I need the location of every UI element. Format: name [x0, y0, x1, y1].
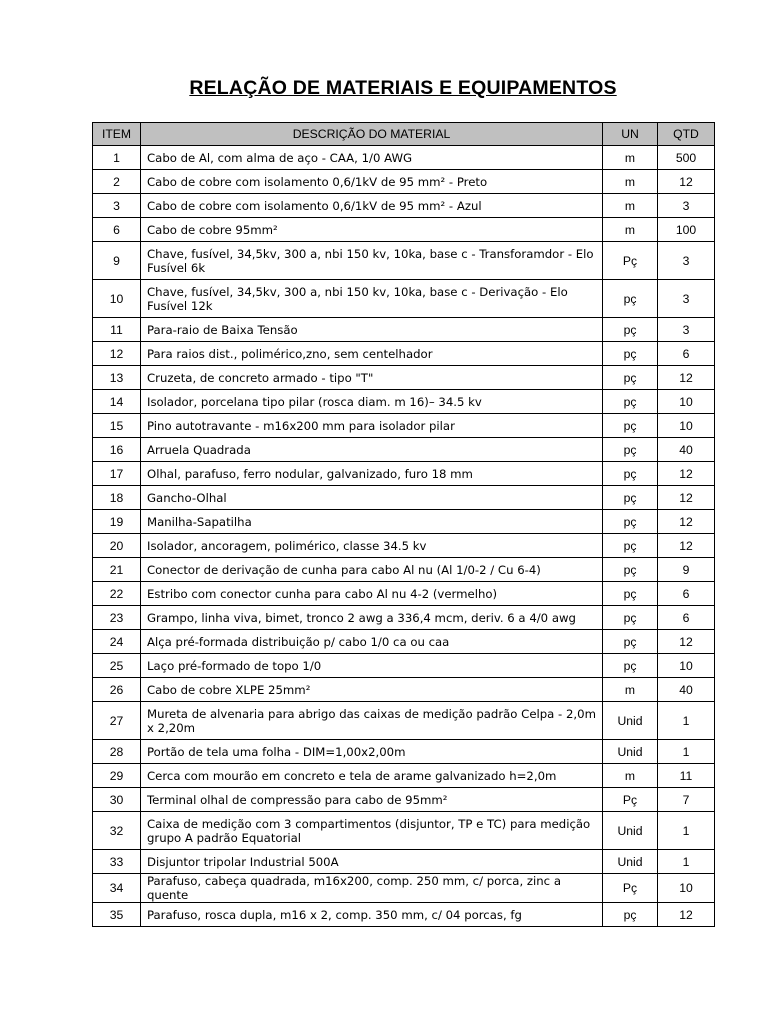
quantity-cell: 1 — [658, 702, 715, 740]
table-row — [93, 342, 715, 366]
description-cell: Caixa de medição com 3 compartimentos (disjuntor, TP e TC) para medição grupo A padrão Equatorial — [141, 812, 603, 850]
quantity-cell: 1 — [658, 850, 715, 874]
table-row — [93, 558, 715, 582]
unit-cell: pç — [603, 630, 658, 654]
unit-cell: pç — [603, 462, 658, 486]
quantity-cell: 3 — [658, 280, 715, 318]
quantity-cell: 3 — [658, 194, 715, 218]
item-cell: 11 — [93, 318, 141, 342]
quantity-cell: 1 — [658, 812, 715, 850]
unit-cell: pç — [603, 903, 658, 927]
table-row — [93, 764, 715, 788]
table-row — [93, 702, 715, 740]
quantity-cell: 3 — [658, 242, 715, 280]
unit-cell: Unid — [603, 812, 658, 850]
description-cell: Parafuso, rosca dupla, m16 x 2, comp. 350 mm, c/ 04 porcas, fg — [141, 903, 603, 927]
description-cell: Chave, fusível, 34,5kv, 300 a, nbi 150 kv, 10ka, base c - Derivação - Elo Fusível 12k — [141, 280, 603, 318]
description-cell: Parafuso, cabeça quadrada, m16x200, comp. 250 mm, c/ porca, zinc a quente — [141, 874, 603, 903]
description-cell: Grampo, linha viva, bimet, tronco 2 awg a 336,4 mcm, deriv. 6 a 4/0 awg — [141, 606, 603, 630]
quantity-cell: 40 — [658, 438, 715, 462]
item-cell: 1 — [93, 146, 141, 170]
table-row — [93, 366, 715, 390]
description-cell: Cerca com mourão em concreto e tela de arame galvanizado h=2,0m — [141, 764, 603, 788]
table-row — [93, 606, 715, 630]
item-cell: 25 — [93, 654, 141, 678]
item-cell: 9 — [93, 242, 141, 280]
unit-cell: pç — [603, 280, 658, 318]
unit-cell: Pç — [603, 788, 658, 812]
item-cell: 2 — [93, 170, 141, 194]
quantity-cell: 6 — [658, 342, 715, 366]
table-row — [93, 218, 715, 242]
item-cell: 13 — [93, 366, 141, 390]
table-row — [93, 654, 715, 678]
description-cell: Pino autotravante - m16x200 mm para isolador pilar — [141, 414, 603, 438]
unit-cell: m — [603, 194, 658, 218]
table-row — [93, 414, 715, 438]
quantity-cell: 12 — [658, 170, 715, 194]
quantity-cell: 1 — [658, 740, 715, 764]
quantity-cell: 12 — [658, 534, 715, 558]
table-row — [93, 242, 715, 280]
unit-cell: m — [603, 218, 658, 242]
quantity-cell: 12 — [658, 486, 715, 510]
quantity-cell: 7 — [658, 788, 715, 812]
description-cell: Terminal olhal de compressão para cabo de 95mm² — [141, 788, 603, 812]
table-row — [93, 486, 715, 510]
item-cell: 17 — [93, 462, 141, 486]
description-cell: Isolador, ancoragem, polimérico, classe 34.5 kv — [141, 534, 603, 558]
table-row — [93, 534, 715, 558]
header-quantity: QTD — [658, 123, 715, 146]
unit-cell: pç — [603, 318, 658, 342]
description-cell: Manilha-Sapatilha — [141, 510, 603, 534]
header-item: ITEM — [93, 123, 141, 146]
header-unit: UN — [603, 123, 658, 146]
item-cell: 30 — [93, 788, 141, 812]
description-cell: Cabo de cobre com isolamento 0,6/1kV de 95 mm² - Azul — [141, 194, 603, 218]
description-cell: Mureta de alvenaria para abrigo das caixas de medição padrão Celpa - 2,0m x 2,20m — [141, 702, 603, 740]
description-cell: Cabo de cobre 95mm² — [141, 218, 603, 242]
unit-cell: pç — [603, 414, 658, 438]
item-cell: 14 — [93, 390, 141, 414]
item-cell: 19 — [93, 510, 141, 534]
table-row — [93, 194, 715, 218]
item-cell: 35 — [93, 903, 141, 927]
table-row — [93, 510, 715, 534]
table-row — [93, 318, 715, 342]
quantity-cell: 11 — [658, 764, 715, 788]
unit-cell: pç — [603, 582, 658, 606]
table-row — [93, 812, 715, 850]
table-row — [93, 170, 715, 194]
unit-cell: pç — [603, 606, 658, 630]
description-cell: Cabo de Al, com alma de aço - CAA, 1/0 AWG — [141, 146, 603, 170]
item-cell: 3 — [93, 194, 141, 218]
unit-cell: pç — [603, 438, 658, 462]
item-cell: 22 — [93, 582, 141, 606]
unit-cell: Pç — [603, 242, 658, 280]
table-row — [93, 390, 715, 414]
table-row — [93, 678, 715, 702]
description-cell: Olhal, parafuso, ferro nodular, galvanizado, furo 18 mm — [141, 462, 603, 486]
unit-cell: pç — [603, 510, 658, 534]
quantity-cell: 40 — [658, 678, 715, 702]
unit-cell: m — [603, 170, 658, 194]
description-cell: Laço pré-formado de topo 1/0 — [141, 654, 603, 678]
quantity-cell: 9 — [658, 558, 715, 582]
quantity-cell: 100 — [658, 218, 715, 242]
unit-cell: m — [603, 764, 658, 788]
item-cell: 24 — [93, 630, 141, 654]
quantity-cell: 10 — [658, 874, 715, 903]
unit-cell: pç — [603, 558, 658, 582]
table-row — [93, 874, 715, 903]
description-cell: Isolador, porcelana tipo pilar (rosca diam. m 16)– 34.5 kv — [141, 390, 603, 414]
description-cell: Cruzeta, de concreto armado - tipo "T" — [141, 366, 603, 390]
table-row — [93, 146, 715, 170]
item-cell: 26 — [93, 678, 141, 702]
unit-cell: pç — [603, 534, 658, 558]
item-cell: 6 — [93, 218, 141, 242]
unit-cell: pç — [603, 654, 658, 678]
item-cell: 27 — [93, 702, 141, 740]
item-cell: 32 — [93, 812, 141, 850]
unit-cell: pç — [603, 486, 658, 510]
description-cell: Alça pré-formada distribuição p/ cabo 1/0 ca ou caa — [141, 630, 603, 654]
description-cell: Arruela Quadrada — [141, 438, 603, 462]
item-cell: 10 — [93, 280, 141, 318]
description-cell: Portão de tela uma folha - DIM=1,00x2,00m — [141, 740, 603, 764]
unit-cell: Pç — [603, 874, 658, 903]
item-cell: 34 — [93, 874, 141, 903]
description-cell: Gancho-Olhal — [141, 486, 603, 510]
unit-cell: m — [603, 678, 658, 702]
item-cell: 33 — [93, 850, 141, 874]
quantity-cell: 6 — [658, 582, 715, 606]
item-cell: 12 — [93, 342, 141, 366]
table-row — [93, 438, 715, 462]
item-cell: 29 — [93, 764, 141, 788]
unit-cell: Unid — [603, 740, 658, 764]
description-cell: Para raios dist., polimérico,zno, sem centelhador — [141, 342, 603, 366]
description-cell: Cabo de cobre com isolamento 0,6/1kV de 95 mm² - Preto — [141, 170, 603, 194]
header-description: DESCRIÇÃO DO MATERIAL — [141, 123, 603, 146]
document-title: RELAÇÃO DE MATERIAIS E EQUIPAMENTOS — [189, 77, 617, 99]
unit-cell: m — [603, 146, 658, 170]
quantity-cell: 12 — [658, 462, 715, 486]
unit-cell: pç — [603, 366, 658, 390]
quantity-cell: 3 — [658, 318, 715, 342]
quantity-cell: 12 — [658, 903, 715, 927]
quantity-cell: 12 — [658, 366, 715, 390]
item-cell: 15 — [93, 414, 141, 438]
unit-cell: pç — [603, 342, 658, 366]
quantity-cell: 10 — [658, 654, 715, 678]
table-row — [93, 740, 715, 764]
table-header-row — [93, 123, 715, 146]
quantity-cell: 6 — [658, 606, 715, 630]
description-cell: Conector de derivação de cunha para cabo Al nu (Al 1/0-2 / Cu 6-4) — [141, 558, 603, 582]
unit-cell: Unid — [603, 850, 658, 874]
item-cell: 18 — [93, 486, 141, 510]
unit-cell: Unid — [603, 702, 658, 740]
description-cell: Chave, fusível, 34,5kv, 300 a, nbi 150 kv, 10ka, base c - Transforamdor - Elo Fusível 6k — [141, 242, 603, 280]
quantity-cell: 12 — [658, 510, 715, 534]
table-row — [93, 462, 715, 486]
description-cell: Para-raio de Baixa Tensão — [141, 318, 603, 342]
table-row — [93, 582, 715, 606]
quantity-cell: 12 — [658, 630, 715, 654]
item-cell: 21 — [93, 558, 141, 582]
table-row — [93, 630, 715, 654]
item-cell: 16 — [93, 438, 141, 462]
table-row — [93, 788, 715, 812]
quantity-cell: 500 — [658, 146, 715, 170]
table-row — [93, 280, 715, 318]
description-cell: Estribo com conector cunha para cabo Al nu 4-2 (vermelho) — [141, 582, 603, 606]
table-row — [93, 903, 715, 927]
item-cell: 28 — [93, 740, 141, 764]
item-cell: 20 — [93, 534, 141, 558]
materials-table — [92, 122, 715, 927]
description-cell: Cabo de cobre XLPE 25mm² — [141, 678, 603, 702]
description-cell: Disjuntor tripolar Industrial 500A — [141, 850, 603, 874]
item-cell: 23 — [93, 606, 141, 630]
unit-cell: pç — [603, 390, 658, 414]
quantity-cell: 10 — [658, 390, 715, 414]
table-row — [93, 850, 715, 874]
quantity-cell: 10 — [658, 414, 715, 438]
